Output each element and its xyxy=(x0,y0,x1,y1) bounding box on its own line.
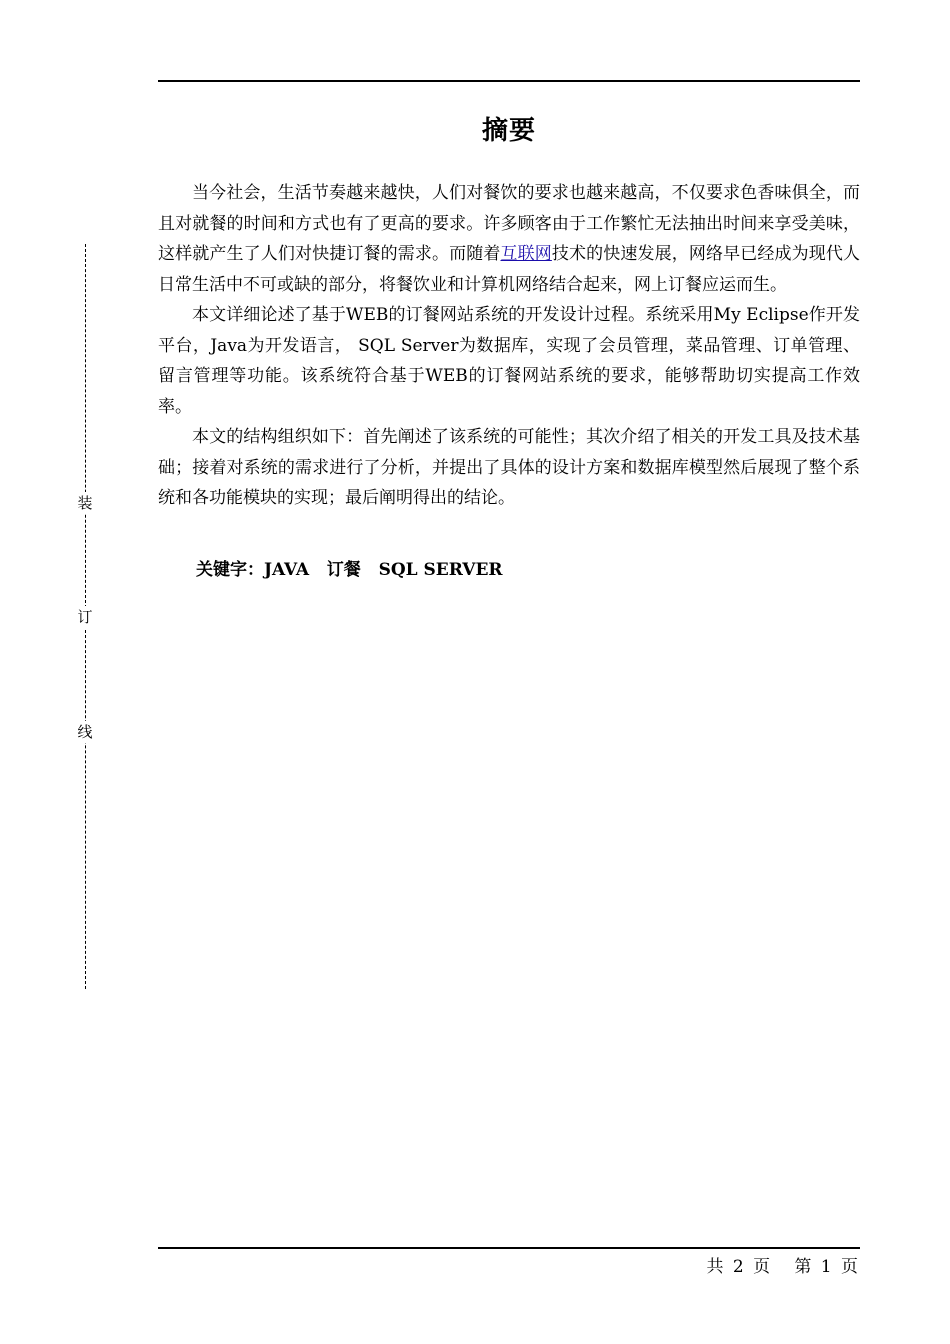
internet-link[interactable]: 互联网 xyxy=(500,244,552,264)
abstract-paragraph-3: 本文的结构组织如下：首先阐述了该系统的可能性；其次介绍了相关的开发工具及技术基础；接着对系统的需求进行了分析，并提出了具体的设计方案和数据库模型然后展现了整个系统和各功能模块的实现；最后阐明得出的结论。 xyxy=(158,427,860,508)
abstract-paragraph-2: 本文详细论述了基于WEB的订餐网站系统的开发设计过程。系统采用My Eclipse作开发平台，Java为开发语言， SQL Server为数据库，实现了会员管理，菜品管理、订单管理、留言管理等功能。该系统符合基于WEB的订餐网站系统的要求，能够帮助切实提高工作效率。 xyxy=(158,305,860,417)
header-rule xyxy=(158,80,860,82)
page-counter: 共 2 页 第 1 页 xyxy=(706,1257,860,1277)
binding-char-zhuang: 装 xyxy=(77,494,93,512)
paragraph-1-text-after-link: 技术的快速发展，网络早已经成为现代人日常生活中不可或缺的部分，将餐饮业和计算机网络结合起来，网上订餐应运而生。 xyxy=(158,244,860,295)
page-title: 摘要 xyxy=(481,116,536,146)
paragraph-1-text-before-link: 当今社会，生活节奏越来越快，人们对餐饮的要求也越来越高，不仅要求色香味俱全，而且对就餐的时间和方式也有了更高的要求。许多顾客由于工作繁忙无法抽出时间来享受美味，这样就产生了人们对快捷订餐的需求。而随着 xyxy=(158,183,860,264)
abstract-paragraph-1 xyxy=(158,178,860,300)
footer-rule xyxy=(158,1247,860,1249)
binding-char-xian: 线 xyxy=(77,723,93,741)
keywords-line: 关键字：JAVA 订餐 SQL SERVER xyxy=(196,560,503,580)
binding-char-ding: 订 xyxy=(77,608,93,626)
abstract-body xyxy=(158,178,860,514)
